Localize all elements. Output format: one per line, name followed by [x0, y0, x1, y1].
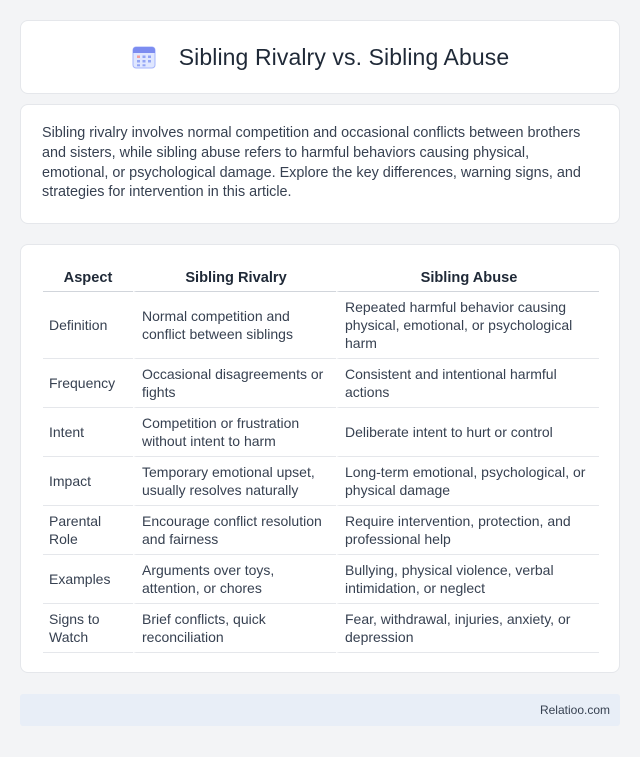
comparison-table [43, 265, 599, 653]
footer-brand[interactable]: Relatioo.com [539, 703, 610, 717]
intro-paragraph: Sibling rivalry involves normal competition and occasional conflicts between brothers and sisters, while sibling abuse refers to harmful behaviors causing physical, emotional, or psychological damage. Explore the key differences, warning signs, and strategies for intervention in this article. [42, 125, 581, 201]
abuse-cell: Consistent and intentional harmful actions [336, 359, 599, 408]
rivalry-cell: Brief conflicts, quick reconciliation [133, 604, 336, 653]
column-header-aspect: Aspect [43, 265, 133, 292]
abuse-cell: Fear, withdrawal, injuries, anxiety, or depression [336, 604, 599, 653]
rivalry-cell: Occasional disagreements or fights [133, 359, 336, 408]
title-card [20, 20, 620, 94]
aspect-cell: Parental Role [43, 506, 133, 555]
aspect-cell: Frequency [43, 359, 133, 408]
table-row [43, 555, 599, 604]
abuse-cell: Deliberate intent to hurt or control [336, 408, 599, 457]
column-header-rivalry: Sibling Rivalry [133, 265, 336, 292]
rivalry-cell: Encourage conflict resolution and fairness [133, 506, 336, 555]
table-row [43, 359, 599, 408]
rivalry-cell: Competition or frustration without intent to harm [133, 408, 336, 457]
table-header-row [43, 265, 599, 292]
intro-card [20, 104, 620, 224]
abuse-cell: Bullying, physical violence, verbal intimidation, or neglect [336, 555, 599, 604]
footer-bar [20, 694, 620, 726]
aspect-cell: Impact [43, 457, 133, 506]
rivalry-cell: Arguments over toys, attention, or chores [133, 555, 336, 604]
calendar-icon [131, 44, 157, 70]
comparison-card [20, 244, 620, 673]
page-title: Sibling Rivalry vs. Sibling Abuse [178, 43, 510, 70]
rivalry-cell: Normal competition and conflict between siblings [133, 292, 336, 359]
table-row [43, 506, 599, 555]
table-row [43, 457, 599, 506]
table-row [43, 604, 599, 653]
aspect-cell: Definition [43, 292, 133, 359]
rivalry-cell: Temporary emotional upset, usually resolves naturally [133, 457, 336, 506]
aspect-cell: Examples [43, 555, 133, 604]
column-header-abuse: Sibling Abuse [336, 265, 599, 292]
abuse-cell: Long-term emotional, psychological, or physical damage [336, 457, 599, 506]
abuse-cell: Require intervention, protection, and professional help [336, 506, 599, 555]
aspect-cell: Intent [43, 408, 133, 457]
table-row [43, 292, 599, 359]
aspect-cell: Signs to Watch [43, 604, 133, 653]
table-row [43, 408, 599, 457]
title-wrap [131, 44, 510, 71]
abuse-cell: Repeated harmful behavior causing physical, emotional, or psychological harm [336, 292, 599, 359]
